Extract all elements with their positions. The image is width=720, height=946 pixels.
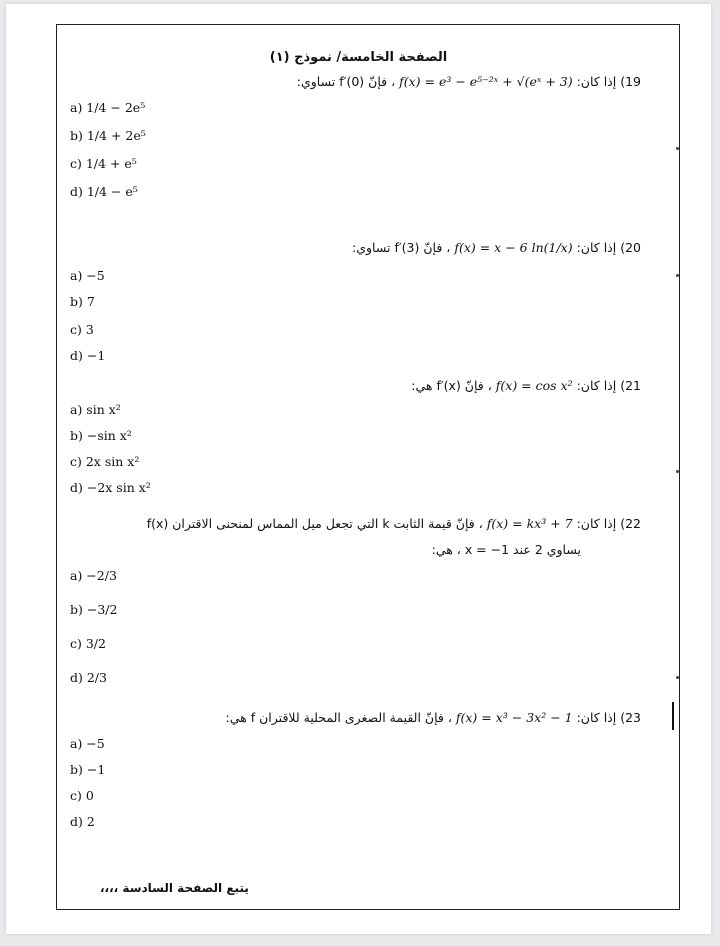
option-c[interactable]: c) 3 xyxy=(70,322,94,337)
margin-dot xyxy=(676,147,679,150)
question-number: 21) xyxy=(620,378,641,393)
page-footer: يتبع الصفحة السادسة ،،،، xyxy=(100,881,249,895)
margin-dot xyxy=(676,274,679,277)
question-22-line2: يساوي 2 عند x = −1 ، هي: xyxy=(431,542,581,557)
page-title: الصفحة الخامسة/ نموذج (١) xyxy=(269,50,448,65)
option-a[interactable]: a) 1/4 − 2e⁵ xyxy=(70,100,146,115)
question-lead: إذا كان: xyxy=(576,516,617,531)
option-b[interactable]: b) 1/4 + 2e⁵ xyxy=(70,128,146,143)
question-lead: إذا كان: xyxy=(576,74,617,89)
option-b[interactable]: b) −1 xyxy=(70,762,106,777)
option-a[interactable]: a) −5 xyxy=(70,268,105,283)
question-number: 22) xyxy=(620,516,641,531)
option-a[interactable]: a) −5 xyxy=(70,736,105,751)
question-lead: إذا كان: xyxy=(576,378,617,393)
option-c[interactable]: c) 3/2 xyxy=(70,636,106,651)
question-lead: إذا كان: xyxy=(576,710,617,725)
option-d[interactable]: d) 2 xyxy=(70,814,95,829)
page-border xyxy=(56,24,680,910)
option-d[interactable]: d) −2x sin x² xyxy=(70,480,151,495)
option-c[interactable]: c) 0 xyxy=(70,788,94,803)
question-19 xyxy=(297,74,641,89)
question-22 xyxy=(147,516,641,531)
question-tail: ، فإنّ f′(x) هي: xyxy=(411,378,492,393)
option-d[interactable]: d) 1/4 − e⁵ xyxy=(70,184,138,199)
option-c[interactable]: c) 1/4 + e⁵ xyxy=(70,156,137,171)
question-number: 19) xyxy=(620,74,641,89)
question-tail: ، فإنّ قيمة الثابت k التي تجعل ميل المماس لمنحنى الاقتران f(x) xyxy=(146,516,483,531)
question-formula: f(x) = kx³ + 7 xyxy=(486,516,573,531)
question-formula: f(x) = x − 6 ln(1/x) xyxy=(454,240,573,255)
option-b[interactable]: b) −sin x² xyxy=(70,428,132,443)
question-formula: f(x) = cos x² xyxy=(495,378,573,393)
question-20 xyxy=(352,240,641,255)
question-23 xyxy=(226,710,641,725)
option-d[interactable]: d) 2/3 xyxy=(70,670,107,685)
option-b[interactable]: b) −3/2 xyxy=(70,602,118,617)
option-d[interactable]: d) −1 xyxy=(70,348,106,363)
question-21 xyxy=(411,378,641,393)
question-formula: f(x) = e³ − e⁵⁻²ˣ + √(eˣ + 3) xyxy=(399,74,573,89)
option-a[interactable]: a) sin x² xyxy=(70,402,121,417)
question-tail: ، فإنّ القيمة الصغرى المحلية للاقتران f هي: xyxy=(225,710,452,725)
margin-mark xyxy=(672,702,674,730)
option-b[interactable]: b) 7 xyxy=(70,294,95,309)
question-tail: ، فإنّ f′(3) تساوي: xyxy=(351,240,451,255)
question-tail: ، فإنّ f′(0) تساوي: xyxy=(296,74,396,89)
option-a[interactable]: a) −2/3 xyxy=(70,568,117,583)
question-number: 23) xyxy=(620,710,641,725)
margin-dot xyxy=(676,470,679,473)
question-number: 20) xyxy=(620,240,641,255)
page-sheet xyxy=(6,4,711,934)
margin-dot xyxy=(676,676,679,679)
option-c[interactable]: c) 2x sin x² xyxy=(70,454,140,469)
question-lead: إذا كان: xyxy=(576,240,617,255)
question-formula: f(x) = x³ − 3x² − 1 xyxy=(455,710,573,725)
